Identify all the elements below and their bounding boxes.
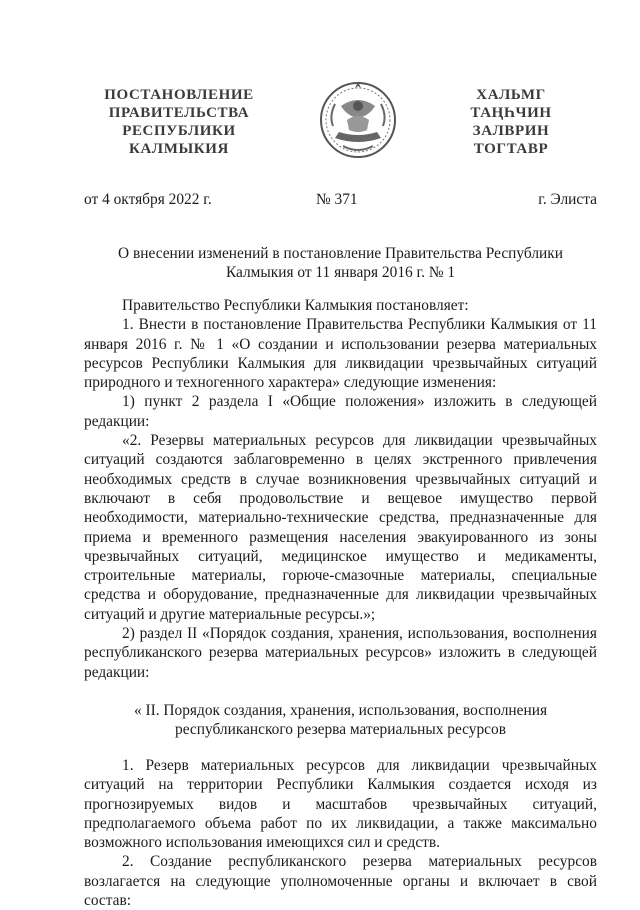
header-line: ТОГТАВР <box>473 141 549 157</box>
header-line: ТАҢҺЧИН <box>470 105 552 121</box>
header-line: ПРАВИТЕЛЬСТВА <box>108 105 250 121</box>
header-line: ХАЛЬМГ <box>476 87 546 103</box>
document-number: № 371 <box>316 191 358 208</box>
header-russian <box>100 86 258 158</box>
coat-of-arms-emblem-icon <box>317 76 399 160</box>
paragraph: 1. Внести в постановление Правительства Республики Калмыкия от 11 января 2016 г. № 1 «О создании и использовании резерва материальных ресурсов Республики Калмыкия для ликвидации чрезвычайных ситуаций природного и техногенного характера» следующие изменения: <box>84 316 597 392</box>
paragraph: 2) раздел II «Порядок создания, хранения, использования, восполнения республиканского резерва материальных ресурсов» изложить в следующей редакции: <box>84 625 597 681</box>
paragraph: «2. Резервы материальных ресурсов для ликвидации чрезвычайных ситуаций создаются заблаговременно в целях экстренного привлечения необходимых средств в случае возникновения чрезвычайных ситуаций и включают в себя продовольствие и вещевое имущество первой необходимости, материально-технические средства, предназначенные для приема и временного размещения населения эвакуированного из зоны чрезвычайных ситуаций, медицинское имущество и медикаменты, строительные материалы, горюче-смазочные материалы, специальные средства и оборудование, предназначенные для ликвидации чрезвычайных ситуаций и другие материальные ресурсы.»; <box>84 432 597 623</box>
document-meta <box>84 191 597 211</box>
header-line: КАЛМЫКИЯ <box>129 141 229 157</box>
section-heading-line: республиканского резерва материальных ресурсов <box>175 720 506 738</box>
document-date: от 4 октября 2022 г. <box>84 191 212 208</box>
paragraph: Правительство Республики Калмыкия постановляет: <box>122 297 469 314</box>
header-line: ЗАЛВРИН <box>472 123 550 139</box>
document-title: О внесении изменений в постановление Правительства Республики Калмыкия от 11 января 2016 г. № 1 <box>118 245 563 281</box>
document-body <box>84 296 597 910</box>
section-heading <box>84 701 597 739</box>
header-line: ПОСТАНОВЛЕНИЕ <box>104 87 254 103</box>
paragraph: 1) пункт 2 раздела I «Общие положения» изложить в следующей редакции: <box>84 393 597 430</box>
header-line: РЕСПУБЛИКИ <box>122 123 236 139</box>
document-city: г. Элиста <box>538 191 597 208</box>
section-heading-line: « II. Порядок создания, хранения, использования, восполнения <box>133 701 548 719</box>
header-kalmyk <box>452 86 570 158</box>
paragraph: 1. Резерв материальных ресурсов для ликвидации чрезвычайных ситуаций на территории Республики Калмыкия создается исходя из прогнозируемых видов и масштабов чрезвычайных ситуаций, предполагаемого объема работ по их ликвидации, а также максимально возможного использования имеющихся сил и средств. <box>84 756 597 852</box>
paragraph: 2. Создание республиканского резерва материальных ресурсов возлагается на следующие уполномоченные органы и включает в свой состав: <box>84 853 597 910</box>
